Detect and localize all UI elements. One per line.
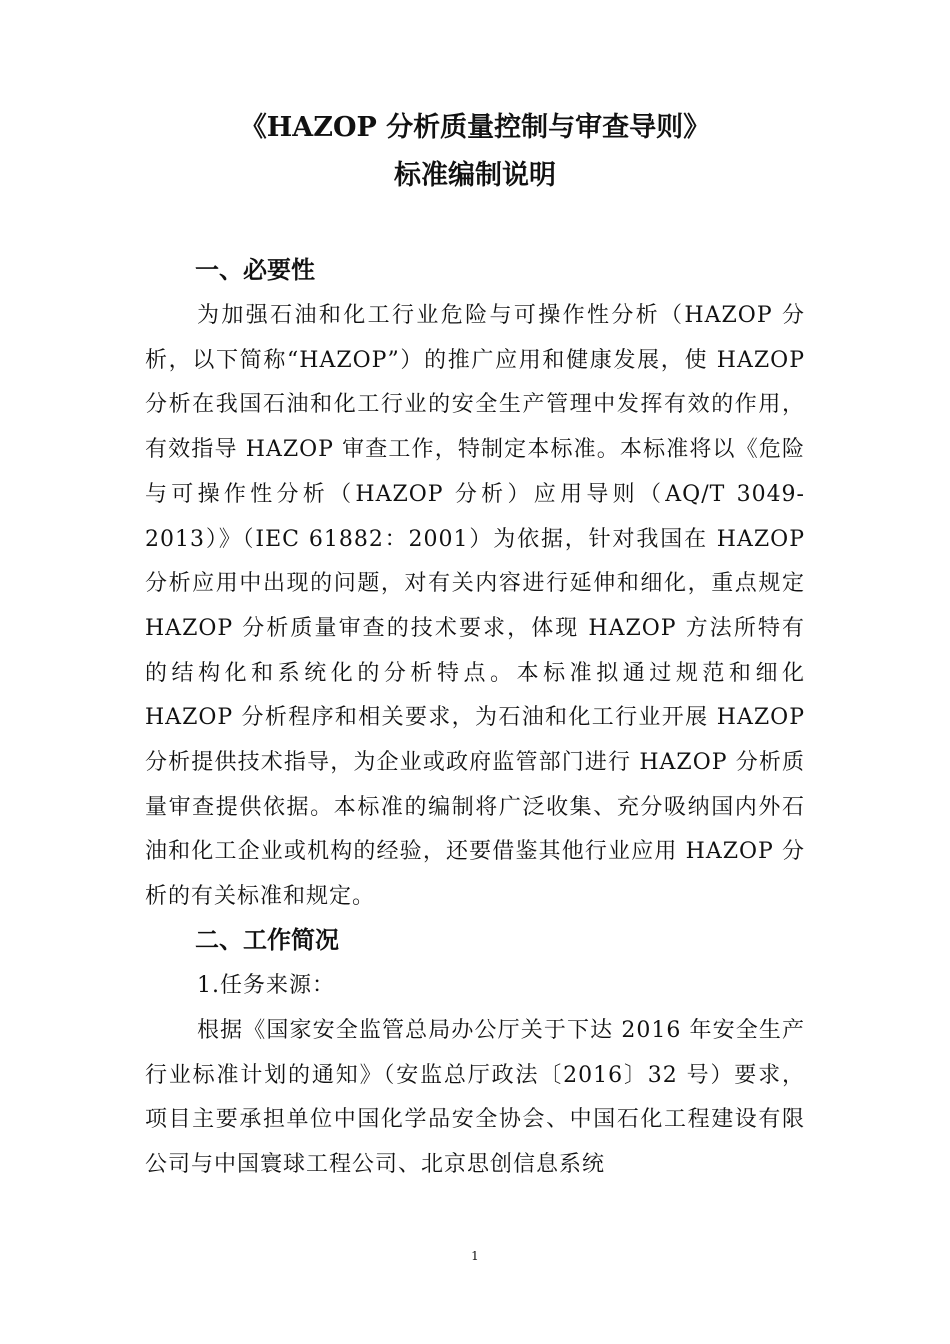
paragraph-necessity: 为加强石油和化工行业危险与可操作性分析（HAZOP 分析，以下简称“HAZOP”）的推广应用和健康发展，使 HAZOP 分析在我国石油和化工行业的安全生产管理中发挥有效的作用，有效指导 HAZOP 审查工作，特制定本标准。本标准将以《危险与可操作性分析（HAZOP 分析）应用导则（AQ/T 3049-2013）》（IEC 61882：2001）为依据，针对我国在 HAZOP 分析应用中出现的问题，对有关内容进行延伸和细化，重点规定 HAZOP 分析质量审查的技术要求，体现 HAZOP 方法所特有的结构化和系统化的分析特点。本标准拟通过规范和细化 HAZOP 分析程序和相关要求，为石油和化工行业开展 HAZOP 分析提供技术指导，为企业或政府监管部门进行 HAZOP 分析质量审查提供依据。本标准的编制将广泛收集、充分吸纳国内外石油和化工企业或机构的经验，还要借鉴其他行业应用 HAZOP 分析的有关标准和规定。 bbox=[145, 303, 805, 910]
paragraph-task-source: 根据《国家安全监管总局办公厅关于下达 2016 年安全生产行业标准计划的通知》（安监总厅政法〔2016〕32 号）要求，项目主要承担单位中国化学品安全协会、中国石化工程建设有限公司与中国寰球工程公司、北京思创信息系统 bbox=[145, 1018, 805, 1178]
section-heading-necessity: 一、必要性 bbox=[195, 255, 315, 284]
item-task-source: 1.任务来源： bbox=[197, 973, 335, 998]
document-title: 《HAZOP 分析质量控制与审查导则》 bbox=[239, 112, 711, 143]
section-heading-work-overview: 二、工作简况 bbox=[195, 925, 339, 954]
document-subtitle: 标准编制说明 bbox=[394, 160, 556, 191]
page-number: 1 bbox=[471, 1249, 479, 1263]
